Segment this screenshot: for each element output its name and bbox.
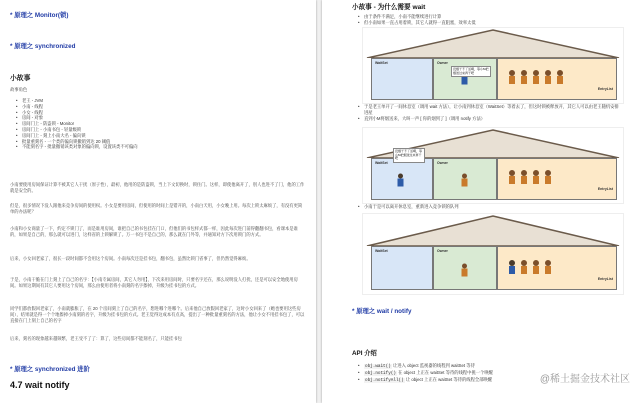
people-queue-icon xyxy=(506,169,554,185)
list-item: • 小女 - 线程 xyxy=(16,110,138,116)
paragraph: 小南要使用房间保证计算不被其它人干扰（原子性），最初，他用的是防盗锁，当上下文切换时，锁住门。这样，即使他离开了，别人也进不了门，他的工作就是安全的。 xyxy=(10,182,305,193)
waitset-room: WaitSet xyxy=(371,58,433,100)
list-item: • 由于条件不满足，小南不能继续进行计算 xyxy=(358,14,476,20)
entrylist-room: EntryList xyxy=(497,158,617,200)
speech-bubble: 没烟干不了活啊，等小M把烟送过来再干吧 xyxy=(393,148,425,163)
people-queue-icon xyxy=(506,259,566,275)
roles-list xyxy=(16,98,138,150)
paragraph: 同学们都放假回老家了，小南就膨胀了，在 20 个房间刻上了自己的名字，想进哪个进哪个。后来他自己放假回老家了，这时小女回来了（她也要用这些房间），结果就是得一个个地擦掉小南刻的名字，升级为挂书包的方式。老王觉得这成本有点高，提出了一种批量重刻名的方法，他让小女不用挂书包了，可以直接在门上刻上自己的名字 xyxy=(10,306,305,323)
list-item: • 小南 - 线程 xyxy=(16,104,138,110)
list-item: • 房间门上 - 小南书包 - 轻量级锁 xyxy=(16,127,138,133)
paragraph: 小南和小女商量了一下，约定不锁门了，而是谁用房间，谁把自己的书包挂在门口，但他们的书包样式都一样，因此每次进门前得翻翻书包，看课本是谁的，如果是自己的，那么就可以进门，这样省的上锁解锁了。万一书包不是自己的，那么就在门外等，并通知对方下次用锁门的方式。 xyxy=(10,226,298,237)
paragraph: 于是，小南干脆在门上刻上了自己的名字：【小南专属房间，其它人勿用】，下次来用房间时，只要名字还在，那么说明没人打扰，还是可以安全地使用房间。如果这期间有其它人要用这个房间，那么由使用者将小南刻的名字擦掉，升级为挂书包的方式。 xyxy=(10,277,298,288)
api-desc: 让 object 上正在 waitSet 等待的线程全部唤醒 xyxy=(405,376,493,382)
list-item: • 于是老王单开了一间休息室（调用 wait 方法），让小南到休息室（WaitSet）等着去了，但这时锁被释放开，其它人可以由老王随机安排进屋 xyxy=(358,104,620,116)
bullets-1 xyxy=(358,14,476,26)
list-item: • 小南于是可以离开休息室，重新进入竞争锁的队列 xyxy=(358,204,459,210)
list-item: • 房间门上 - 刻上小南大名 - 偏向锁 xyxy=(16,133,138,139)
heading-monitor: * 原理之 Monitor(锁) xyxy=(10,12,69,19)
api-code: obj.notifyAll() xyxy=(365,377,404,383)
waitset-room: WaitSet xyxy=(371,158,433,200)
roles-title: 故事角色 xyxy=(10,87,28,92)
watermark: @稀土掘金技术社区 xyxy=(539,374,630,385)
paragraph: 后来，刻名的现象越来越频繁，老王受不了了：算了，这些房间都不能刻名了，只能挂书包 xyxy=(10,336,182,341)
people-queue-icon xyxy=(506,69,566,85)
paragraph: 但是，很多情况下没人跟他来竞争房间的使用权。小女是要用房间，但使用的时间上是错开的，小南白天用，小女晚上用。每次上锁太麻烦了，有没有更简单的办法呢？ xyxy=(10,203,303,214)
owner-room: Owner xyxy=(433,246,497,290)
list-item: • 不能刻名字 - 批量撤销该类对象的偏向锁，设置该类不可偏向 xyxy=(16,144,138,150)
list-item: • 房间门上 - 防盗锁 - Monitor xyxy=(16,121,138,127)
roof-icon xyxy=(363,28,623,58)
person-icon xyxy=(396,173,405,187)
api-code: obj.wait() xyxy=(365,364,391,369)
scene-diagram-1 xyxy=(362,27,624,104)
api-title: API 介绍 xyxy=(352,350,377,357)
owner-room: Owner xyxy=(433,158,497,200)
person-icon xyxy=(460,263,469,277)
heading-synchronized-advanced: * 原理之 synchronized 进阶 xyxy=(10,366,90,373)
person-icon xyxy=(460,173,469,187)
list-item: • 房间 - 对象 xyxy=(16,115,138,121)
heading-synchronized: * 原理之 synchronized xyxy=(10,43,76,50)
list-item: • 但小南如果一直占用着锁，其它人就得一直阻塞，效率太低 xyxy=(358,20,476,26)
api-item xyxy=(358,377,493,384)
waitset-room: WaitSet xyxy=(371,246,433,290)
bullets-3 xyxy=(358,204,459,210)
story-title: 小故事 xyxy=(10,75,31,82)
api-item xyxy=(358,363,493,370)
story-title: 小故事 - 为什么需要 wait xyxy=(352,4,426,11)
bullets-2 xyxy=(358,104,620,121)
heading-wait-notify: * 原理之 wait / notify xyxy=(352,308,412,315)
entrylist-room: EntryList xyxy=(497,58,617,100)
api-item xyxy=(358,370,493,377)
list-item: • 直到小M将烟送来，大叫一声 [ 你的烟到了 ]（调用 notify 方法） xyxy=(358,116,620,122)
scene-diagram-2 xyxy=(362,127,624,204)
api-desc: 在 object 上正在 waitSet 等待的线程中挑一个唤醒 xyxy=(398,369,493,375)
roof-icon xyxy=(363,214,623,246)
entrylist-room: EntryList xyxy=(497,246,617,290)
left-page xyxy=(0,0,316,403)
api-code: obj.notify() xyxy=(365,370,396,376)
api-desc: 让进入 object 监视器的线程到 waitSet 等待 xyxy=(393,363,475,368)
scene-diagram-3 xyxy=(362,213,624,295)
list-item: • 老王 - JVM xyxy=(16,98,138,104)
section-title: 4.7 wait notify xyxy=(10,380,70,390)
paragraph: 后来，小女回老家了，很长一段时间都不会用这个房间。小南每次还是挂书包，翻书包，虽然比锁门省事了，但仍然觉得麻烦。 xyxy=(10,256,251,261)
list-item: • 批量重刻名 - 一个类的偏向锁撤销到达 20 阈值 xyxy=(16,139,138,145)
right-page xyxy=(322,0,640,403)
owner-room: Owner xyxy=(433,58,497,100)
speech-bubble: 没烟干不了活啊，等小M把烟送过来再干吧 xyxy=(451,66,491,77)
api-list xyxy=(358,363,493,383)
